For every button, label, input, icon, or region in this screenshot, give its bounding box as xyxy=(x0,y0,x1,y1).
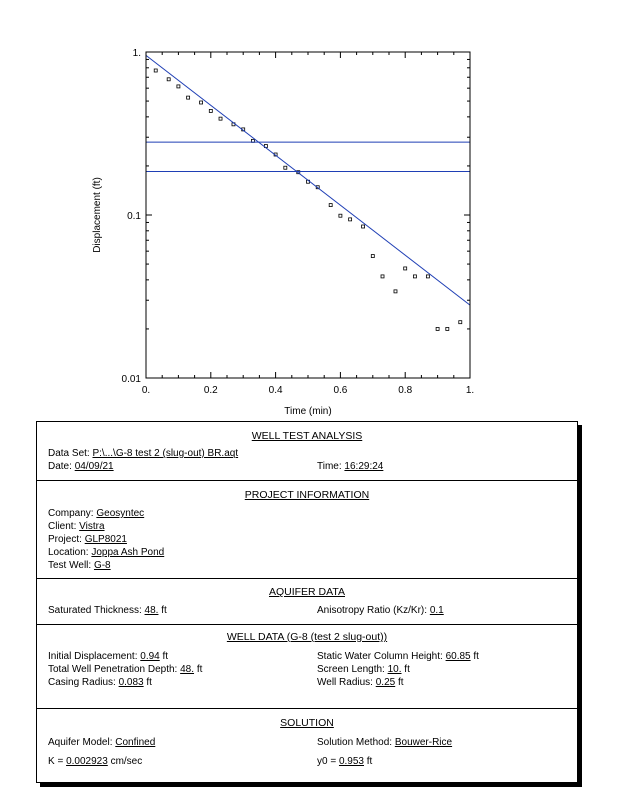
location-value: Joppa Ash Pond xyxy=(91,547,165,558)
y0-row xyxy=(317,756,372,767)
k-unit: cm/sec xyxy=(110,756,143,767)
data-point xyxy=(413,275,416,278)
section-title: WELL DATA (G-8 (test 2 slug-out)) xyxy=(226,631,388,643)
anisotropy-row xyxy=(317,605,444,616)
data-point xyxy=(436,327,439,330)
axes xyxy=(122,48,475,396)
penetration-depth-label: Total Well Penetration Depth: xyxy=(48,664,178,675)
screen-length-unit: ft xyxy=(404,664,410,675)
company-label: Company: xyxy=(48,508,94,519)
well-test-analysis-section xyxy=(37,422,577,480)
x-tick-label: 0.2 xyxy=(203,385,218,396)
x-tick-label: 1. xyxy=(465,385,475,396)
project-information-section xyxy=(37,480,577,579)
data-point xyxy=(177,85,180,88)
data-point xyxy=(284,166,287,169)
plot-area xyxy=(146,55,470,330)
y-tick-label: 1. xyxy=(132,48,141,59)
time-value: 16:29:24 xyxy=(344,461,384,472)
aquifer-model-label: Aquifer Model: xyxy=(48,737,113,748)
initial-displacement-row xyxy=(48,651,168,662)
casing-radius-label: Casing Radius: xyxy=(48,677,116,688)
static-water-value: 60.85 xyxy=(445,651,471,662)
x-tick-label: 0. xyxy=(141,385,151,396)
data-set-label: Data Set: xyxy=(48,448,90,459)
y-tick-label: 0.1 xyxy=(127,211,141,222)
penetration-depth-row xyxy=(48,664,202,675)
x-tick-label: 0.4 xyxy=(268,385,283,396)
k-label: K xyxy=(48,756,55,767)
well-radius-label: Well Radius: xyxy=(317,677,373,688)
data-point xyxy=(200,101,203,104)
fit-line xyxy=(146,55,470,305)
time-row xyxy=(317,461,383,472)
x-axis-label: Time (min) xyxy=(284,406,332,417)
initial-displacement-label: Initial Displacement: xyxy=(48,651,138,662)
casing-radius-row xyxy=(48,677,152,688)
solution-method-label: Solution Method: xyxy=(317,737,393,748)
test-well-row xyxy=(48,560,111,571)
project-label: Project: xyxy=(48,534,82,545)
data-point xyxy=(404,267,407,270)
test-well-label: Test Well: xyxy=(48,560,92,571)
date-label: Date: xyxy=(48,461,72,472)
section-title: SOLUTION xyxy=(280,717,334,729)
plot-frame xyxy=(146,52,470,378)
anisotropy-value: 0.1 xyxy=(429,605,444,616)
saturated-thickness-unit: ft xyxy=(161,605,167,616)
section-title: PROJECT INFORMATION xyxy=(244,489,370,501)
screen-length-row xyxy=(317,664,410,675)
well-data-section xyxy=(37,624,577,709)
project-value: GLP8021 xyxy=(84,534,127,545)
screen-length-value: 10. xyxy=(387,664,402,675)
section-title: WELL TEST ANALYSIS xyxy=(251,430,363,442)
data-point xyxy=(426,275,429,278)
static-water-label: Static Water Column Height: xyxy=(317,651,443,662)
project-row xyxy=(48,534,127,545)
well-radius-value: 0.25 xyxy=(375,677,396,688)
anisotropy-label: Anisotropy Ratio (Kz/Kr): xyxy=(317,605,428,616)
x-tick-label: 0.6 xyxy=(333,385,348,396)
initial-displacement-unit: ft xyxy=(162,651,169,662)
data-point xyxy=(381,275,384,278)
aquifer-model-row xyxy=(48,737,155,748)
initial-displacement-value: 0.94 xyxy=(140,651,160,662)
aquifer-data-section xyxy=(37,578,577,625)
solution-method-row xyxy=(317,737,452,748)
screen-length-label: Screen Length: xyxy=(317,664,385,675)
data-point xyxy=(167,78,170,81)
test-well-value: G-8 xyxy=(93,560,111,571)
location-row xyxy=(48,547,164,558)
y-tick-label: 0.01 xyxy=(121,374,141,385)
casing-radius-unit: ft xyxy=(146,677,152,688)
static-water-unit: ft xyxy=(473,651,479,662)
client-row xyxy=(48,521,105,532)
well-radius-unit: ft xyxy=(397,677,404,688)
company-row xyxy=(48,508,144,519)
data-point xyxy=(339,214,342,217)
data-point xyxy=(209,109,212,112)
saturated-thickness-value: 48. xyxy=(144,605,159,616)
client-label: Client: xyxy=(48,521,77,532)
location-label: Location: xyxy=(48,547,89,558)
well-radius-row xyxy=(317,677,404,688)
data-point xyxy=(219,117,222,120)
data-point xyxy=(154,69,157,72)
data-point xyxy=(349,218,352,221)
date-value: 04/09/21 xyxy=(74,461,114,472)
data-point xyxy=(394,290,397,293)
data-set-row xyxy=(48,448,238,459)
well-test-report xyxy=(36,421,578,783)
hydraulic-conductivity-row xyxy=(48,756,142,767)
data-set-value: P:\...\G-8 test 2 (slug-out) BR.aqt xyxy=(92,448,239,459)
saturated-thickness-row xyxy=(48,605,167,616)
data-point xyxy=(459,321,462,324)
x-tick-label: 0.8 xyxy=(398,385,413,396)
data-point xyxy=(362,225,365,228)
solution-method-value: Bouwer-Rice xyxy=(394,737,453,748)
time-label: Time: xyxy=(317,461,342,472)
date-row xyxy=(48,461,114,472)
data-point xyxy=(371,255,374,258)
y0-unit: ft xyxy=(366,756,373,767)
aquifer-model-value: Confined xyxy=(115,737,156,748)
static-water-row xyxy=(317,651,479,662)
company-value: Geosyntec xyxy=(96,508,145,519)
y0-value: 0.953 xyxy=(338,756,364,767)
k-equals: = xyxy=(57,756,64,767)
data-point xyxy=(446,327,449,330)
data-point xyxy=(329,204,332,207)
section-title: AQUIFER DATA xyxy=(268,586,346,598)
solution-section xyxy=(37,708,577,783)
saturated-thickness-label: Saturated Thickness: xyxy=(48,605,142,616)
penetration-depth-value: 48. xyxy=(180,664,195,675)
y-axis-label: Displacement (ft) xyxy=(92,177,103,253)
y0-label: y0 = xyxy=(317,756,337,767)
casing-radius-value: 0.083 xyxy=(118,677,144,688)
k-value: 0.002923 xyxy=(66,756,108,767)
client-value: Vistra xyxy=(79,521,105,532)
data-point xyxy=(187,96,190,99)
penetration-depth-unit: ft xyxy=(196,664,203,675)
